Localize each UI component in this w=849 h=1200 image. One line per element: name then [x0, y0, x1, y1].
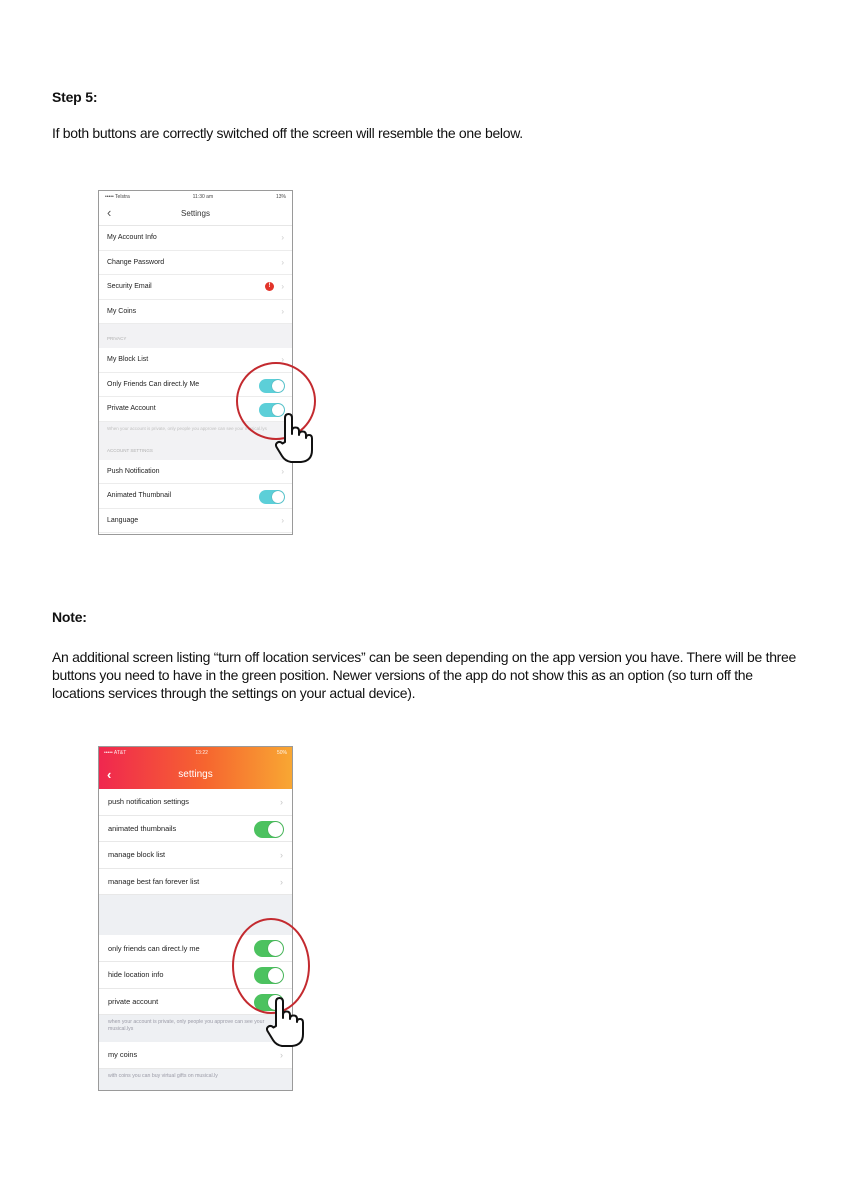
section-header-privacy: PRIVACY — [99, 324, 292, 348]
nav-bar — [99, 761, 292, 787]
settings-row-private-account — [99, 989, 292, 1016]
back-chevron-icon[interactable]: ‹ — [107, 205, 112, 220]
settings-row-only-friends-direct — [99, 935, 292, 962]
settings-row-my-coins[interactable] — [99, 300, 292, 325]
toggle-switch[interactable] — [259, 490, 285, 504]
row-label: Push Notification — [107, 467, 160, 475]
row-label: Security Email — [107, 283, 152, 291]
chevron-right-icon: › — [281, 257, 284, 267]
note-text: An additional screen listing “turn off location services” can be seen depending on the app version you have. There will be three buttons you need to have in the green position. Newer versions of the app do not show this as an option (so turn off the locations services through the settings on your actual device). — [52, 649, 797, 701]
settings-row-push-notification[interactable] — [99, 460, 292, 485]
row-label: Animated Thumbnail — [107, 492, 172, 500]
back-chevron-icon[interactable]: ‹ — [107, 766, 112, 782]
settings-row-animated-thumbnails — [99, 816, 292, 843]
row-label: only friends can direct.ly me — [108, 943, 200, 953]
note-heading: Note: — [52, 609, 87, 625]
battery-label: 50% — [276, 750, 287, 756]
chevron-right-icon: › — [280, 1049, 283, 1060]
row-label: Language — [107, 516, 139, 524]
chevron-right-icon: › — [281, 306, 284, 316]
pointing-hand-icon — [275, 412, 313, 464]
chevron-right-icon: › — [280, 796, 283, 807]
battery-label: 13% — [275, 193, 286, 200]
toggle-switch[interactable] — [254, 821, 284, 838]
chevron-right-icon: › — [281, 355, 284, 365]
settings-row-hide-location — [99, 962, 292, 989]
chevron-right-icon: › — [281, 466, 284, 476]
step-heading: Step 5: — [52, 89, 98, 105]
row-label: Change Password — [107, 258, 165, 266]
row-label: private account — [108, 996, 159, 1006]
row-label: my coins — [108, 1050, 138, 1060]
status-bar — [99, 191, 292, 202]
settings-screenshot-old — [98, 190, 293, 535]
carrier-label: ••••• Telstra — [105, 193, 130, 200]
screen-title: Settings — [181, 209, 210, 218]
status-bar — [99, 747, 292, 759]
chevron-right-icon: › — [281, 233, 284, 243]
row-label: Private Account — [107, 405, 156, 413]
row-label: animated thumbnails — [108, 823, 177, 833]
settings-row-security-email[interactable] — [99, 275, 292, 300]
settings-row-language[interactable] — [99, 509, 292, 534]
settings-row-animated-thumbnail — [99, 484, 292, 509]
settings-row-change-password[interactable] — [99, 251, 292, 276]
toggle-switch[interactable] — [259, 379, 285, 393]
row-label: Only Friends Can direct.ly Me — [107, 380, 200, 388]
row-label: push notification settings — [108, 797, 189, 807]
settings-row-block-list[interactable] — [99, 842, 292, 869]
privacy-hint: When your account is private, only people you approve can see your musical.lys — [99, 422, 292, 444]
chevron-right-icon: › — [281, 515, 284, 525]
chevron-right-icon: › — [281, 282, 284, 292]
gradient-header — [99, 747, 292, 789]
private-account-hint: when your account is private, only people you approve can see your musical.lys — [99, 1015, 292, 1042]
settings-row-account-info[interactable] — [99, 226, 292, 251]
chevron-right-icon: › — [280, 849, 283, 860]
row-label: My Block List — [107, 356, 149, 364]
toggle-switch[interactable] — [254, 940, 284, 957]
carrier-label: ••••• AT&T — [104, 750, 127, 756]
settings-row-only-friends-direct — [99, 373, 292, 398]
step-text: If both buttons are correctly switched off the screen will resemble the one below. — [52, 125, 523, 141]
row-label: manage block list — [108, 850, 166, 860]
alert-badge-icon: ! — [265, 282, 274, 291]
section-header-account: ACCOUNT SETTINGS — [99, 444, 292, 460]
section-gap — [99, 895, 292, 935]
row-label: hide location info — [108, 970, 164, 980]
time-label: 13:22 — [195, 750, 208, 756]
screen-title: settings — [178, 768, 213, 780]
settings-row-my-coins[interactable] — [99, 1042, 292, 1069]
row-label: My Account Info — [107, 234, 157, 242]
row-label: My Coins — [107, 307, 137, 315]
settings-row-best-fan-list[interactable] — [99, 869, 292, 896]
pointing-hand-icon — [266, 996, 304, 1048]
row-label: manage best fan forever list — [108, 877, 200, 887]
time-label: 11:30 am — [192, 193, 214, 200]
toggle-switch[interactable] — [254, 967, 284, 984]
settings-row-block-list[interactable] — [99, 348, 292, 373]
settings-row-private-account — [99, 397, 292, 422]
coins-hint: with coins you can buy virtual gifts on musical.ly — [99, 1069, 292, 1091]
settings-screenshot-new — [98, 746, 293, 1091]
chevron-right-icon: › — [280, 876, 283, 887]
nav-bar — [99, 202, 292, 226]
settings-row-push-notification[interactable] — [99, 789, 292, 816]
